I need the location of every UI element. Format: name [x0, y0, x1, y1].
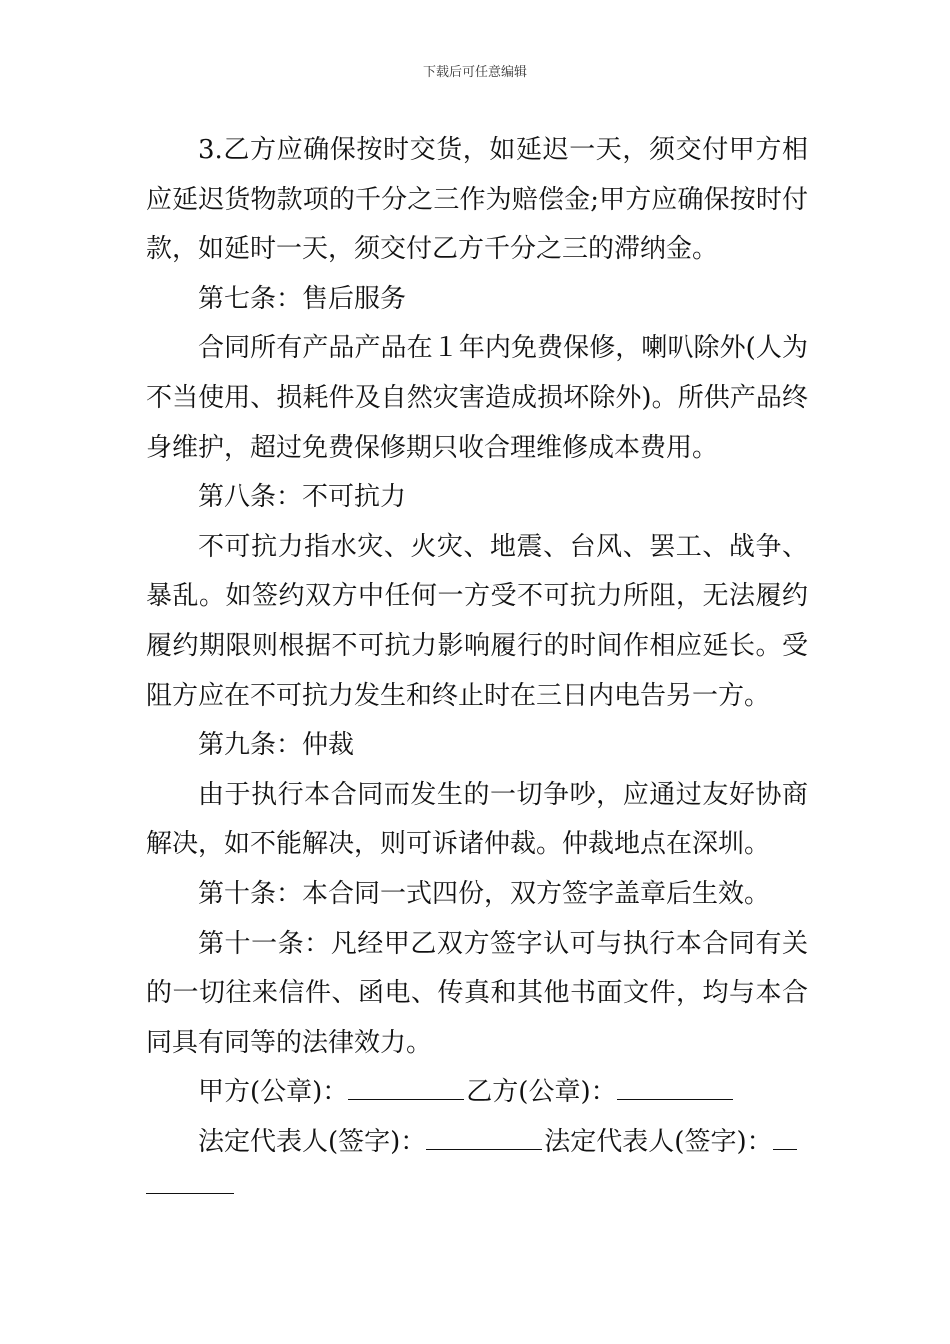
- paragraph-arbitration: 由于执行本合同而发生的一切争吵，应通过友好协商解决，如不能解决，则可诉诸仲裁。仲裁地点在深圳。: [146, 779, 808, 860]
- signature-line-representatives: [146, 1118, 808, 1168]
- rep-a-signature-blank: [426, 1127, 542, 1150]
- heading-article-9: 第九条：仲裁: [198, 730, 355, 761]
- party-a-seal-blank: [348, 1077, 464, 1100]
- rep-b-label: 法定代表人(签字)：: [544, 1126, 773, 1157]
- party-b-seal-blank: [617, 1077, 733, 1100]
- party-a-seal-label: 甲方(公章)：: [198, 1077, 349, 1108]
- party-b-seal-label: 乙方(公章)：: [466, 1077, 617, 1108]
- paragraph-article-10: 第十条：本合同一式四份，双方签字盖章后生效。: [198, 878, 771, 909]
- paragraph-delivery-penalty: 3.乙方应确保按时交货，如延迟一天，须交付甲方相应延迟货物款项的千分之三作为赔偿金;甲方应确保按时付款，如延时一天，须交付乙方千分之三的滞纳金。: [146, 135, 808, 265]
- paragraph-article-11: 第十一条：凡经甲乙双方签字认可与执行本合同有关的一切往来信件、函电、传真和其他书面文件，均与本合同具有同等的法律效力。: [146, 928, 808, 1058]
- heading-article-7: 第七条：售后服务: [198, 283, 407, 314]
- paragraph-after-sales: 合同所有产品产品在１年内免费保修，喇叭除外(人为不当使用、损耗件及自然灾害造成损坏除外)。所供产品终身维护，超过免费保修期只收合理维修成本费用。: [146, 333, 808, 463]
- signature-line-seals: [146, 1068, 808, 1118]
- rep-b-signature-blank-continued: [146, 1165, 234, 1194]
- heading-article-8: 第八条：不可抗力: [198, 482, 407, 513]
- rep-b-signature-blank: [773, 1127, 797, 1150]
- rep-a-label: 法定代表人(签字)：: [198, 1126, 427, 1157]
- page-header: 下载后可任意编辑: [422, 65, 527, 80]
- paragraph-force-majeure: 不可抗力指水灾、火灾、地震、台风、罢工、战争、暴乱。如签约双方中任何一方受不可抗力所阻，无法履约履约期限则根据不可抗力影响履行的时间作相应延长。受阻方应在不可抗力发生和终止时在三日内电告另一方。: [146, 531, 808, 711]
- document-body: [146, 126, 808, 1194]
